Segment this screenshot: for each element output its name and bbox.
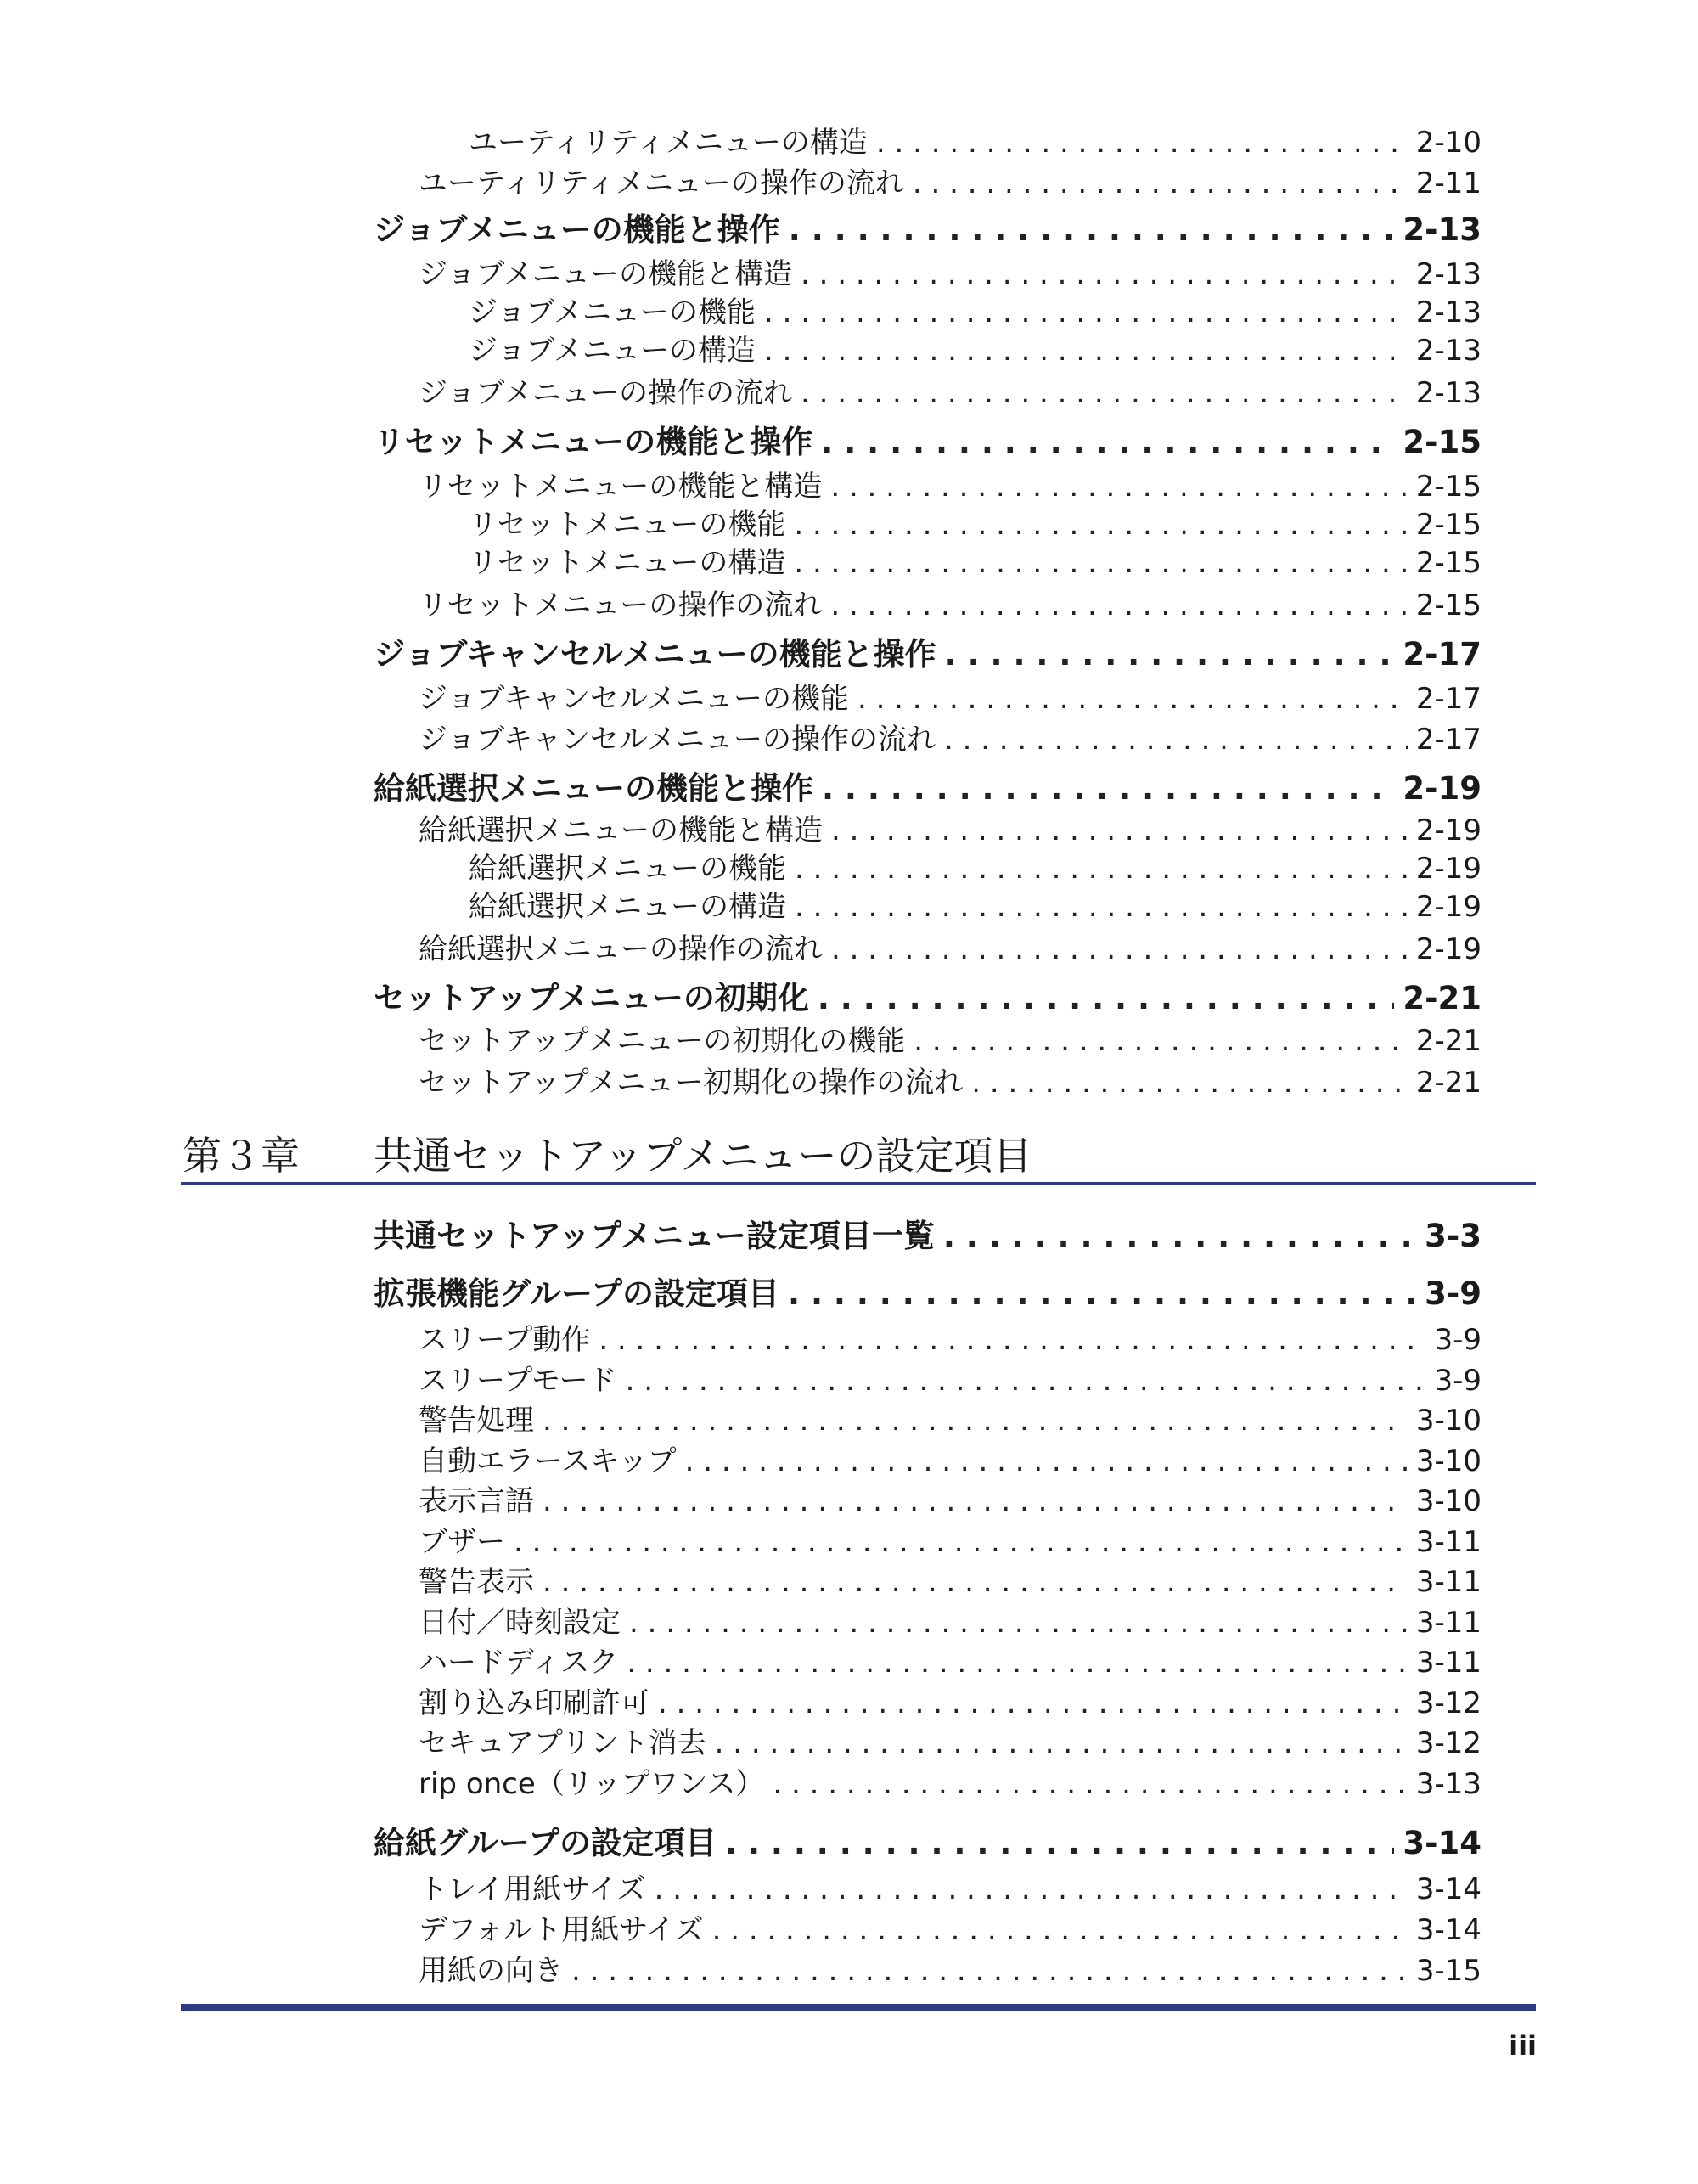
dot-leader <box>658 1686 1408 1720</box>
toc-entry-page: 2-21 <box>1415 1066 1482 1100</box>
toc-entry[interactable] <box>374 763 1482 808</box>
toc-entry-page: 2-11 <box>1415 166 1482 200</box>
dot-leader <box>943 1218 1416 1254</box>
toc-entry[interactable] <box>419 807 1482 848</box>
dot-leader <box>788 1275 1416 1312</box>
toc-entry-page: 3-10 <box>1415 1484 1482 1518</box>
toc-entry[interactable] <box>419 1357 1482 1399</box>
toc-entry[interactable] <box>419 1906 1482 1948</box>
dot-leader <box>831 932 1408 966</box>
toc-entry-label: 給紙選択メニューの機能 <box>469 852 786 886</box>
toc-entry-label: 給紙グループの設定項目 <box>374 1825 717 1861</box>
toc-entry[interactable] <box>419 1017 1482 1059</box>
toc-entry-page: 2-19 <box>1415 932 1482 966</box>
toc-entry[interactable] <box>419 1397 1482 1438</box>
dot-leader <box>514 1525 1408 1559</box>
toc-entry[interactable] <box>419 675 1482 717</box>
toc-entry-label: ジョブキャンセルメニューの操作の流れ <box>419 723 936 757</box>
toc-entry-label: リセットメニューの機能 <box>469 508 786 542</box>
toc-entry-page: 2-13 <box>1415 257 1482 291</box>
dot-leader <box>789 211 1395 248</box>
dot-leader <box>857 682 1408 716</box>
dot-leader <box>543 1565 1408 1599</box>
toc-entry-page: 3-9 <box>1434 1323 1482 1357</box>
toc-entry[interactable] <box>469 501 1482 543</box>
toc-entry-label: ジョブメニューの機能と操作 <box>374 211 780 248</box>
toc-entry-page: 2-13 <box>1403 211 1482 248</box>
toc-entry-page: 3-14 <box>1415 1872 1482 1906</box>
toc-entry-label: ジョブメニューの構造 <box>469 334 756 368</box>
dot-leader <box>876 126 1408 160</box>
toc-entry-page: 2-19 <box>1415 813 1482 847</box>
toc-entry-page: 3-9 <box>1425 1275 1482 1312</box>
toc-entry[interactable] <box>419 1558 1482 1600</box>
toc-entry-label: ハードディスク <box>419 1646 619 1680</box>
toc-entry-label: ジョブキャンセルメニューの機能と操作 <box>374 636 936 673</box>
toc-entry-label: ジョブキャンセルメニューの機能 <box>419 682 849 716</box>
dot-leader <box>655 1872 1408 1906</box>
dot-leader <box>685 1444 1408 1478</box>
toc-entry[interactable] <box>374 628 1482 674</box>
toc-entry-page: 3-14 <box>1403 1825 1482 1861</box>
toc-entry-label: リセットメニューの構造 <box>469 546 786 580</box>
toc-entry[interactable] <box>469 327 1482 369</box>
toc-entry[interactable] <box>419 463 1482 504</box>
toc-entry-page: 3-10 <box>1415 1404 1482 1438</box>
toc-entry-page: 3-13 <box>1415 1767 1482 1801</box>
dot-leader <box>629 1606 1408 1640</box>
toc-entry-label: スリープ動作 <box>419 1323 591 1357</box>
toc-entry-label: 給紙選択メニューの機能と構造 <box>419 813 823 847</box>
toc-entry-label: デフォルト用紙サイズ <box>419 1913 704 1947</box>
chapter-number: 第３章 <box>183 1133 300 1179</box>
toc-entry-page: 2-17 <box>1415 682 1482 716</box>
toc-entry-label: 給紙選択メニューの構造 <box>469 890 786 924</box>
toc-entry[interactable] <box>419 1599 1482 1641</box>
dot-leader <box>571 1954 1408 1988</box>
dot-leader <box>626 1364 1426 1398</box>
toc-entry-page: 3-11 <box>1415 1646 1482 1680</box>
toc-entry[interactable] <box>419 1680 1482 1721</box>
dot-leader <box>801 257 1408 291</box>
dot-leader <box>627 1646 1408 1680</box>
toc-entry-label: 共通セットアップメニュー設定項目一覧 <box>374 1218 935 1254</box>
dot-leader <box>830 470 1408 504</box>
toc-entry-page: 3-12 <box>1415 1686 1482 1720</box>
toc-entry[interactable] <box>419 1720 1482 1761</box>
toc-entry-page: 3-11 <box>1415 1525 1482 1559</box>
toc-entry[interactable] <box>419 250 1482 292</box>
page-number: iii <box>1509 2029 1537 2062</box>
toc-entry[interactable] <box>419 1866 1482 1907</box>
dot-leader <box>764 296 1408 329</box>
toc-entry[interactable] <box>419 1518 1482 1560</box>
dot-leader <box>764 334 1408 368</box>
toc-entry-label: セットアップメニューの初期化 <box>374 980 809 1016</box>
toc-entry[interactable] <box>419 1438 1482 1479</box>
toc-entry-label: 用紙の向き <box>419 1954 563 1988</box>
toc-entry-label: リセットメニューの機能と構造 <box>419 470 823 504</box>
toc-entry[interactable] <box>419 160 1482 201</box>
dot-leader <box>712 1913 1408 1947</box>
toc-entry-page: 2-19 <box>1415 890 1482 924</box>
dot-leader <box>914 1024 1408 1058</box>
toc-entry-page: 2-15 <box>1415 470 1482 504</box>
toc-entry[interactable] <box>374 1817 1482 1863</box>
toc-entry-page: 3-14 <box>1415 1913 1482 1947</box>
dot-leader <box>913 166 1408 200</box>
toc-entry-page: 2-10 <box>1415 126 1482 160</box>
dot-leader <box>599 1323 1425 1357</box>
dot-leader <box>795 852 1408 886</box>
toc-entry-page: 3-3 <box>1425 1218 1482 1254</box>
toc-entry[interactable] <box>469 883 1482 925</box>
dot-leader <box>944 723 1408 757</box>
toc-entry[interactable] <box>374 1210 1482 1256</box>
toc-entry[interactable] <box>374 1268 1482 1314</box>
toc-entry[interactable] <box>469 289 1482 330</box>
toc-entry-label: セキュアプリント消去 <box>419 1726 706 1760</box>
toc-entry[interactable] <box>374 972 1482 1018</box>
dot-leader <box>725 1825 1394 1861</box>
toc-entry-page: 3-11 <box>1415 1606 1482 1640</box>
toc-entry-page: 2-19 <box>1415 852 1482 886</box>
toc-entry-label: ユーティリティメニューの構造 <box>469 126 868 160</box>
toc-entry[interactable] <box>419 716 1482 757</box>
chapter-divider <box>181 1182 1536 1185</box>
toc-entry[interactable] <box>419 582 1482 623</box>
toc-entry[interactable] <box>469 119 1482 160</box>
toc-entry-label: セットアップメニューの初期化の機能 <box>419 1024 906 1058</box>
dot-leader <box>945 636 1395 673</box>
dot-leader <box>822 770 1394 807</box>
toc-entry-page: 3-10 <box>1415 1444 1482 1478</box>
toc-entry-page: 3-12 <box>1415 1726 1482 1760</box>
dot-leader <box>715 1726 1408 1760</box>
toc-entry[interactable] <box>419 926 1482 967</box>
toc-entry-page: 2-19 <box>1403 770 1482 807</box>
toc-entry-page: 2-13 <box>1415 296 1482 329</box>
toc-entry-label: 拡張機能グループの設定項目 <box>374 1275 780 1312</box>
toc-entry-label: 給紙選択メニューの操作の流れ <box>419 932 823 966</box>
toc-entry[interactable] <box>419 1059 1482 1100</box>
toc-entry-page: 2-15 <box>1415 588 1482 622</box>
dot-leader <box>795 890 1408 924</box>
toc-entry[interactable] <box>374 204 1482 250</box>
toc-entry[interactable] <box>419 1478 1482 1519</box>
toc-entry-label: 給紙選択メニューの機能と操作 <box>374 770 813 807</box>
toc-entry-label: リセットメニューの操作の流れ <box>419 588 823 622</box>
toc-entry-page: 3-11 <box>1415 1565 1482 1599</box>
toc-entry-page: 3-9 <box>1434 1364 1482 1398</box>
toc-entry[interactable] <box>419 1639 1482 1680</box>
toc-entry-page: 2-13 <box>1415 376 1482 410</box>
dot-leader <box>821 424 1394 460</box>
toc-entry-label: セットアップメニュー初期化の操作の流れ <box>419 1066 964 1100</box>
toc-entry-page: 2-21 <box>1403 980 1482 1016</box>
toc-entry-page: 3-15 <box>1415 1954 1482 1988</box>
dot-leader <box>543 1484 1408 1518</box>
toc-entry[interactable] <box>469 845 1482 887</box>
toc-entry-label: 日付／時刻設定 <box>419 1606 621 1640</box>
toc-entry-label: リセットメニューの機能と操作 <box>374 424 813 460</box>
footer-divider <box>181 2004 1536 2011</box>
toc-entry-label: ジョブメニューの機能と構造 <box>419 257 792 291</box>
dot-leader <box>543 1404 1408 1438</box>
toc-entry[interactable] <box>419 1760 1482 1802</box>
toc-entry[interactable] <box>419 1947 1482 1989</box>
dot-leader <box>794 546 1408 580</box>
toc-entry-page: 2-17 <box>1415 723 1482 757</box>
dot-leader <box>971 1066 1408 1100</box>
toc-entry-label: 表示言語 <box>419 1484 534 1518</box>
chapter-title: 共通セットアップメニューの設定項目 <box>374 1133 1032 1179</box>
toc-entry-page: 2-15 <box>1415 508 1482 542</box>
dot-leader <box>830 588 1408 622</box>
toc-entry-label: ジョブメニューの操作の流れ <box>419 376 792 410</box>
toc-entry-label: スリープモード <box>419 1364 617 1398</box>
toc-entry-label: ジョブメニューの機能 <box>469 296 756 329</box>
dot-leader <box>794 508 1408 542</box>
dot-leader <box>818 980 1395 1016</box>
toc-entry-label: 警告表示 <box>419 1565 534 1599</box>
toc-entry-page: 2-13 <box>1415 334 1482 368</box>
toc-entry[interactable] <box>374 416 1482 462</box>
toc-entry-label: ブザー <box>419 1525 505 1559</box>
toc-entry-label: 割り込み印刷許可 <box>419 1686 649 1720</box>
dot-leader <box>773 1767 1407 1801</box>
toc-entry[interactable] <box>469 539 1482 581</box>
toc-entry-page: 2-15 <box>1403 424 1482 460</box>
toc-entry-label: 警告処理 <box>419 1404 534 1438</box>
dot-leader <box>801 376 1408 410</box>
toc-entry-label: トレイ用紙サイズ <box>419 1872 646 1906</box>
toc-entry[interactable] <box>419 1316 1482 1358</box>
toc-entry-label: ユーティリティメニューの操作の流れ <box>419 166 904 200</box>
toc-entry-page: 2-21 <box>1415 1024 1482 1058</box>
toc-entry-label: rip once（リップワンス） <box>419 1767 765 1801</box>
toc-entry-page: 2-17 <box>1403 636 1482 673</box>
toc-entry-label: 自動エラースキップ <box>419 1444 677 1478</box>
dot-leader <box>831 813 1408 847</box>
toc-entry-page: 2-15 <box>1415 546 1482 580</box>
toc-entry[interactable] <box>419 369 1482 411</box>
